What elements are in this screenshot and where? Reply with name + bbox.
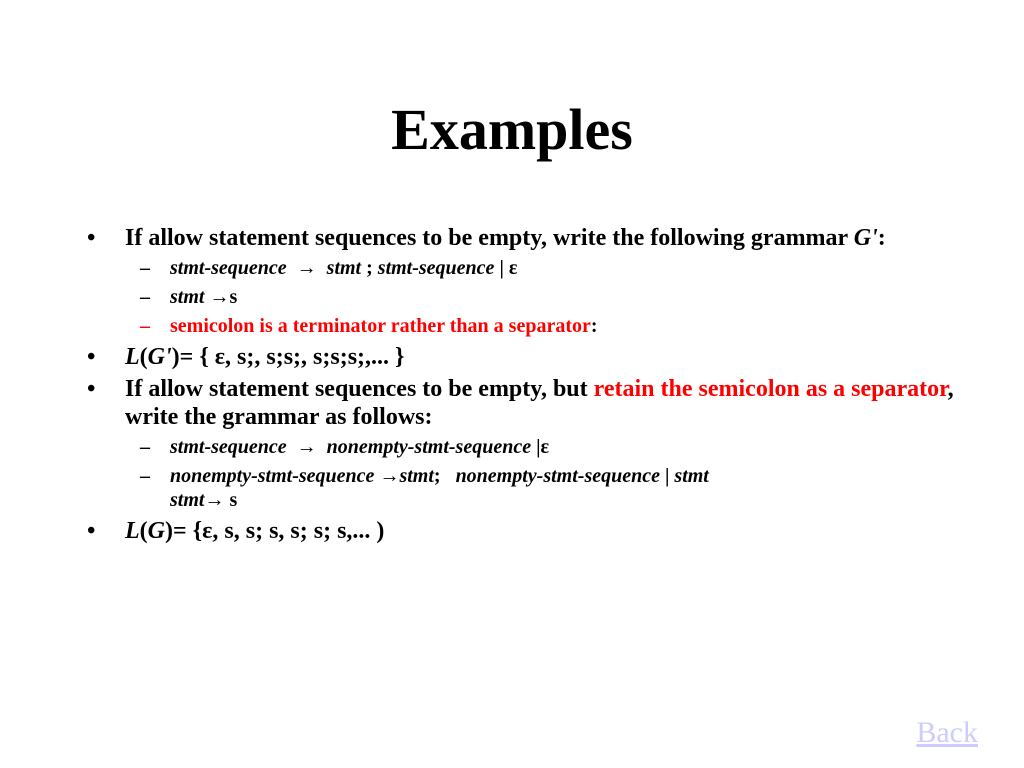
dash-icon: – [140, 436, 150, 458]
arrow-icon: → [209, 286, 230, 308]
rule-rhs: s [229, 286, 238, 308]
bullet-icon: • [87, 518, 96, 544]
bullet-icon: • [87, 376, 96, 402]
rule-stmt-sequence [87, 256, 957, 280]
rule-lhs: stmt [170, 286, 205, 308]
slide-title: Examples [391, 97, 633, 162]
rule-lhs: stmt-sequence [170, 257, 287, 279]
dash-icon: – [140, 315, 150, 337]
rule-lhs: stmt-sequence [170, 436, 287, 458]
arrow-icon: → [296, 257, 317, 279]
bullet-text-end: , write the grammar as follows: [125, 376, 954, 430]
semicolon: ; [433, 465, 441, 487]
rule-stmt: stmt [399, 465, 434, 487]
rule-lhs: nonempty-stmt-sequence [170, 465, 375, 487]
slide-content [87, 224, 957, 549]
rule-nonempty [87, 464, 957, 512]
dash-icon: – [140, 257, 150, 279]
rule-lhs-2: stmt [170, 489, 205, 511]
bar: | [665, 465, 670, 487]
note-terminator [87, 314, 957, 338]
bullet-language-g-prime [87, 343, 957, 371]
colon: : [590, 315, 598, 337]
bullet-language-g [87, 517, 957, 545]
bullet-allow-empty [87, 224, 957, 252]
rule-stmt [87, 285, 957, 309]
dash-icon: – [140, 465, 150, 487]
language-set: )= { ε, s;, s;s;, s;s;s;,... } [171, 344, 405, 370]
bullet-text: If allow statement sequences to be empty, write the following grammar [125, 225, 854, 251]
arrow-icon: → [296, 436, 317, 458]
back-link[interactable]: Back [916, 716, 978, 749]
rule-seq: nonempty-stmt-sequence [455, 465, 660, 487]
bar: | [499, 257, 504, 279]
rule-stmt-sequence-2 [87, 435, 957, 459]
grammar-symbol: G' [853, 225, 878, 251]
grammar-symbol: G [147, 518, 166, 544]
rule-rhs-2: s [229, 489, 238, 511]
paren-open: ( [139, 518, 148, 544]
language-L: L [125, 518, 140, 544]
bar: | [536, 436, 541, 458]
grammar-symbol: G' [147, 344, 172, 370]
dash-icon: – [140, 286, 150, 308]
semicolon: ; [366, 257, 373, 279]
bullet-separator [87, 375, 957, 431]
epsilon: ε [508, 257, 518, 279]
rule-stmt: stmt [326, 257, 362, 279]
highlight-text: retain the semicolon as a separator [593, 376, 948, 402]
arrow-icon-2: → [204, 489, 225, 511]
note-text: semicolon is a terminator rather than a separator [170, 315, 591, 337]
rule-rhs: nonempty-stmt-sequence [326, 436, 532, 458]
language-set: )= {ε, s, s; s, s; s; s,... ) [165, 518, 385, 544]
colon: : [877, 225, 886, 251]
bullet-icon: • [87, 225, 96, 251]
rule-stmt-2: stmt [674, 465, 709, 487]
rule-seq: stmt-sequence [377, 257, 495, 279]
paren-open: ( [139, 344, 148, 370]
bullet-text: If allow statement sequences to be empty, but [125, 376, 594, 402]
language-L: L [125, 344, 140, 370]
bullet-icon: • [87, 344, 96, 370]
epsilon: ε [540, 436, 550, 458]
arrow-icon: → [379, 465, 400, 487]
